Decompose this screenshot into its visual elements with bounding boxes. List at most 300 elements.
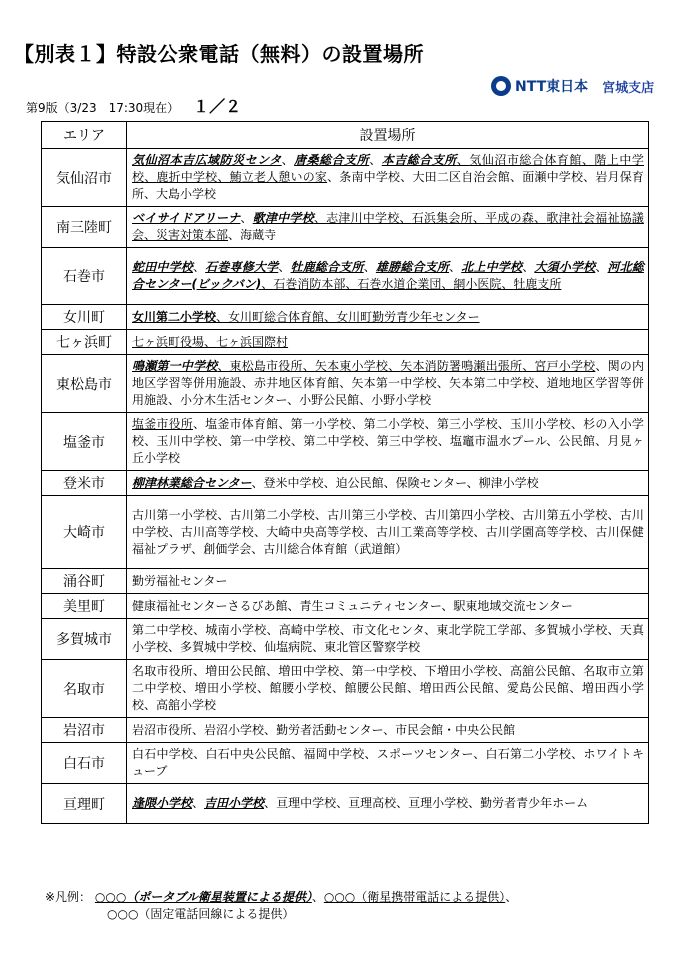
place-separator: 、 [509, 507, 523, 522]
place-separator: 、 [449, 260, 462, 274]
place-name: 古川第二小学校 [229, 507, 315, 522]
place-name: 面瀬中学校 [522, 170, 584, 184]
place-separator: 、 [364, 434, 377, 448]
place-separator: 、 [534, 211, 547, 225]
place-name: ベイサイドアリーナ [132, 211, 241, 225]
place-separator: 、 [607, 623, 620, 637]
place-separator: 、 [383, 475, 396, 490]
places-cell [127, 149, 649, 207]
legend-portable: ○○○（ポータブル衛星装置による提供） [94, 890, 312, 904]
places-cell [127, 413, 649, 471]
area-cell: 石巻市 [42, 248, 127, 305]
place-name: 市民会館・中央公民館 [395, 722, 516, 737]
legend-satellite: ○○○（衛星携帯電話による提供） [323, 890, 506, 904]
place-name: 小野小学校 [371, 393, 432, 407]
places-cell [127, 305, 649, 330]
place-separator: 、 [331, 681, 345, 695]
place-separator: 、 [291, 747, 304, 761]
place-name: 第三小学校 [436, 417, 498, 431]
place-separator: 、 [351, 417, 364, 431]
table-row [42, 619, 649, 660]
place-name: 月見ヶ丘小学校 [132, 434, 644, 465]
place-name: 古川第三小学校 [327, 507, 413, 522]
place-name: 白石中学校 [132, 747, 194, 761]
place-separator: 、 [424, 417, 437, 431]
legend [45, 889, 517, 923]
place-name: 大田二区自治会館 [412, 170, 510, 184]
place-name: 岩沼小学校 [204, 722, 265, 737]
place-name: 館腰小学校 [269, 681, 332, 695]
place-name: 気仙沼市総合体育館 [469, 153, 582, 167]
place-separator: 、 [216, 309, 229, 324]
places-cell [127, 743, 649, 784]
places-cell [127, 207, 649, 248]
place-separator: 、 [583, 170, 596, 184]
place-separator: 、 [193, 623, 206, 637]
place-separator: 、 [228, 228, 241, 242]
table-row [42, 207, 649, 248]
place-name: 石巻消防本部 [273, 277, 346, 291]
ntt-logo [491, 76, 654, 96]
place-separator: 、 [217, 359, 230, 373]
place-name: 高舘小学校 [156, 698, 217, 712]
place-name: 東松島市役所 [229, 359, 303, 373]
place-name: 矢本第二中学校 [449, 376, 535, 390]
place-separator: 、 [336, 796, 349, 810]
place-separator: 、 [251, 541, 264, 556]
place-separator: 、 [339, 664, 352, 678]
place-separator: 、 [192, 796, 205, 810]
place-separator: 、 [473, 524, 486, 539]
place-separator: 、 [569, 681, 582, 695]
place-name: ホワイトキューブ [132, 747, 644, 778]
place-name: 河北総合センター(ビックバン) [132, 260, 644, 291]
place-name: 道地地区学習等併用施設 [132, 376, 644, 407]
place-name: 岩月保育所 [132, 170, 644, 201]
ntt-logo-icon [491, 76, 511, 96]
place-separator: 、 [437, 434, 450, 448]
table-row [42, 413, 649, 471]
place-name: 館腰公民館 [344, 681, 407, 695]
place-separator: 、 [412, 507, 425, 522]
place-separator: 、 [261, 277, 274, 291]
place-separator: 、 [396, 796, 409, 810]
place-name: 古川総合体育館（武道館） [263, 541, 408, 556]
place-separator: 、 [144, 170, 157, 184]
place-name: 歌津中学校 [252, 211, 314, 225]
place-separator: 、 [468, 796, 481, 810]
place-separator: 、 [399, 211, 412, 225]
place-separator: 、 [327, 170, 340, 184]
table-header-row [42, 122, 649, 149]
table-row [42, 594, 649, 619]
table-row [42, 355, 649, 413]
place-name: 第三中学校 [376, 434, 438, 448]
place-separator: 、 [256, 681, 270, 695]
place-separator: 、 [204, 334, 217, 349]
place-name: 関の内地区学習等併用施設 [132, 359, 644, 390]
place-separator: 、 [217, 434, 230, 448]
place-separator: 、 [595, 434, 608, 448]
place-name: 勤労福祉センター [132, 573, 228, 588]
place-separator: 、 [494, 681, 507, 695]
place-name: 七ヶ浜国際村 [216, 334, 289, 349]
place-separator: 、 [359, 393, 372, 407]
place-name: 志津川中学校 [326, 211, 400, 225]
place-name: 矢本消防署鳴瀬出張所 [400, 359, 523, 373]
table-row [42, 496, 649, 569]
place-name: 愛島公民館 [506, 681, 570, 695]
place-separator: 、 [521, 623, 535, 637]
table-row [42, 743, 649, 784]
place-name: 増田公民館 [205, 664, 267, 678]
place-name: 亘理高校 [348, 796, 397, 810]
table-row [42, 784, 649, 824]
place-name: 矢本第一中学校 [351, 376, 437, 390]
area-cell: 涌谷町 [42, 569, 127, 594]
place-separator: 、 [441, 277, 454, 291]
place-name: 小野公民館 [299, 393, 360, 407]
place-separator: 、 [581, 153, 595, 167]
version-line [26, 94, 241, 117]
installation-table [41, 121, 649, 824]
legend-row-2 [45, 906, 517, 923]
area-column-header: エリア [42, 122, 127, 149]
places-cell [127, 619, 649, 660]
place-name: 古川学園高等学校 [485, 524, 584, 539]
place-separator: 、 [278, 260, 291, 274]
place-name: 名取市役所 [132, 664, 193, 678]
area-cell: 白石市 [42, 743, 127, 784]
area-cell: 女川町 [42, 305, 127, 330]
places-cell [127, 718, 649, 743]
place-name: 大島小学校 [156, 187, 217, 201]
place-name: 古川第四小学校 [424, 507, 510, 522]
place-name: 駅東地域交流センター [453, 598, 573, 613]
area-cell: 多賀城市 [42, 619, 127, 660]
place-name: 健康福祉センターさるびあ館 [132, 598, 288, 613]
place-name: 石巻専修大学 [205, 260, 279, 274]
place-name: 多賀城中学校 [180, 640, 253, 654]
place-separator: 、 [290, 434, 304, 448]
place-separator: 、 [287, 598, 300, 613]
place-separator: 、 [363, 260, 376, 274]
place-separator: 、 [466, 475, 479, 490]
place-name: 増田小学校 [194, 681, 257, 695]
place-name: 岩沼市役所 [132, 722, 193, 737]
place-separator: 、 [406, 681, 420, 695]
place-name: 古川第一小学校 [132, 507, 218, 522]
place-separator: 、 [595, 260, 608, 274]
place-separator: 、 [253, 524, 267, 539]
place-name: 牡鹿総合支所 [290, 260, 364, 274]
place-separator: 、 [313, 211, 327, 225]
place-name: 第二中学校 [303, 434, 365, 448]
place-name: 天真小学校 [132, 623, 644, 654]
places-cell [127, 569, 649, 594]
place-separator: 、 [181, 681, 195, 695]
place-name: 増田西公民館 [419, 681, 495, 695]
place-separator: 、 [191, 541, 204, 556]
place-name: 石巻水道企業団 [357, 277, 442, 291]
place-name: 古川第五小学校 [522, 507, 608, 522]
place-name: 牡鹿支所 [513, 277, 562, 291]
place-name: 第二小学校 [363, 417, 425, 431]
place-name: 登米中学校 [263, 475, 324, 490]
places-cell [127, 660, 649, 718]
place-separator: 、 [412, 664, 425, 678]
table-row [42, 305, 649, 330]
place-separator: 、 [252, 640, 265, 654]
place-separator: 、 [339, 623, 353, 637]
place-name: スポーツセンター [376, 747, 474, 761]
place-separator: 、 [192, 664, 206, 678]
place-name: 階上中学校 [132, 153, 644, 184]
place-separator: 、 [571, 747, 584, 761]
place-separator: 、 [192, 722, 205, 737]
place-separator: 、 [144, 698, 157, 712]
place-name: 福岡中学校 [303, 747, 365, 761]
place-name: 七ヶ浜町役場 [132, 334, 205, 349]
table-row [42, 718, 649, 743]
place-separator: 、 [472, 211, 486, 225]
place-separator: 、 [302, 359, 315, 373]
places-cell [127, 496, 649, 569]
place-separator: 、 [522, 260, 535, 274]
area-cell: 岩沼市 [42, 718, 127, 743]
place-separator: 、 [400, 170, 413, 184]
place-name: 増田中学校 [278, 664, 340, 678]
place-name: 市文化センタ [352, 623, 425, 637]
area-cell: 亘理町 [42, 784, 127, 824]
place-name: 多賀城小学校 [534, 623, 608, 637]
place-name: 大崎中央高等学校 [266, 524, 364, 539]
page-number: １／２ [193, 97, 242, 116]
place-name: 城南小学校 [205, 623, 267, 637]
place-separator: 、 [287, 393, 300, 407]
place-name: 保険センター [395, 475, 467, 490]
place-name: 勤労者青少年ホーム [480, 796, 589, 810]
page-title: 【別表１】特設公衆電話（無料）の設置場所 [14, 42, 424, 66]
place-name: 石浜集会所 [411, 211, 473, 225]
legend-row-1 [45, 889, 517, 906]
place-name: 本吉総合支所 [381, 153, 457, 167]
place-separator: 、 [497, 417, 510, 431]
place-name: 公民館 [558, 434, 596, 448]
place-name: 亘理小学校 [408, 796, 469, 810]
table-row [42, 660, 649, 718]
place-name: 塩釜市役所 [132, 417, 193, 431]
place-name: 勤労者活動センター [276, 722, 384, 737]
place-name: 気仙沼本吉広域防災センタ [132, 153, 282, 167]
place-name: 柳津小学校 [478, 475, 539, 490]
places-cell [127, 330, 649, 355]
version-text: 第9版（3/23 17:30現在） [26, 101, 180, 115]
place-separator: 、 [281, 153, 295, 167]
place-separator: 、 [388, 359, 401, 373]
places-column-header: 設置場所 [127, 122, 649, 149]
branch-name: 宮城支店 [602, 80, 655, 96]
places-cell [127, 355, 649, 413]
area-cell: 美里町 [42, 594, 127, 619]
place-name: 杉の入小学校 [132, 417, 644, 448]
place-separator: 、 [383, 722, 396, 737]
places-cell [127, 248, 649, 305]
place-name: 第一中学校 [229, 434, 291, 448]
place-separator: 、 [583, 524, 596, 539]
place-separator: 、 [323, 475, 336, 490]
place-name: 塩釜市体育館 [205, 417, 279, 431]
table-body [42, 149, 649, 824]
places-cell [127, 594, 649, 619]
place-name: 柳津林業総合センター [132, 475, 252, 490]
place-name: 災害対策本部 [156, 228, 229, 242]
place-separator: 、 [278, 417, 291, 431]
place-name: 増田西小学校 [132, 681, 644, 712]
place-separator: 、 [314, 507, 328, 522]
place-name: 雄勝総合支所 [375, 260, 450, 274]
place-separator: 、 [264, 722, 277, 737]
place-separator: 、 [607, 507, 620, 522]
place-name: 条南中学校 [339, 170, 401, 184]
place-separator: 、 [570, 417, 584, 431]
place-name: 大須小学校 [534, 260, 596, 274]
places-cell [127, 784, 649, 824]
area-cell: 南三陸町 [42, 207, 127, 248]
table-row [42, 330, 649, 355]
place-separator: 、 [192, 260, 206, 274]
place-separator: 、 [240, 211, 253, 225]
area-cell: 東松島市 [42, 355, 127, 413]
place-separator: 、 [546, 434, 559, 448]
place-separator: 、 [522, 359, 535, 373]
place-name: 高崎中学校 [278, 623, 340, 637]
place-name: 鮪立老人憩いの家 [229, 170, 328, 184]
place-separator: 、 [436, 376, 450, 390]
place-name: 第二中学校 [132, 623, 194, 637]
place-name: 歌津社会福祉協議会 [132, 211, 644, 242]
place-separator: 、 [266, 623, 279, 637]
place-name: 海蔵寺 [240, 228, 277, 242]
place-separator: 、 [144, 228, 157, 242]
table-row [42, 471, 649, 496]
place-name: 古川中学校 [132, 507, 644, 539]
place-separator: 、 [241, 376, 254, 390]
place-separator: 、 [312, 640, 325, 654]
place-separator: 、 [501, 277, 514, 291]
place-separator: 、 [217, 507, 230, 522]
place-separator: 、 [364, 747, 377, 761]
place-name: 網小医院 [453, 277, 502, 291]
place-name: 宮戸小学校 [534, 359, 596, 373]
place-separator: 、 [168, 524, 181, 539]
place-separator: 、 [168, 640, 181, 654]
legend-separator: 、 [311, 890, 324, 904]
area-cell: 七ヶ浜町 [42, 330, 127, 355]
place-name: 蛇田中学校 [132, 260, 193, 274]
area-cell: 登米市 [42, 471, 127, 496]
place-name: 下増田小学校 [424, 664, 498, 678]
place-name: 第一中学校 [351, 664, 413, 678]
place-separator: 、 [473, 747, 486, 761]
place-separator: 、 [363, 524, 376, 539]
place-name: 玉川中学校 [156, 434, 218, 448]
place-name: 鹿折中学校 [156, 170, 218, 184]
place-name: 東北学院工学部 [436, 623, 522, 637]
place-name: 迫公民館 [335, 475, 384, 490]
area-cell: 気仙沼市 [42, 149, 127, 207]
place-name: 唐桑総合支所 [294, 153, 370, 167]
place-name: 白石第二小学校 [485, 747, 572, 761]
place-separator: 、 [456, 153, 470, 167]
place-name: 女川町総合体育館 [228, 309, 325, 324]
place-separator: 、 [193, 747, 206, 761]
place-separator: 、 [324, 309, 337, 324]
place-separator: 、 [251, 475, 264, 490]
legend-separator: 、 [505, 890, 518, 904]
place-name: 仙塩病院 [264, 640, 313, 654]
place-separator: 、 [264, 796, 277, 810]
logo-text: NTT東日本 [515, 79, 589, 95]
place-name: 白石中央公民館 [205, 747, 292, 761]
place-name: 吉田小学校 [204, 796, 265, 810]
place-separator: 、 [266, 664, 279, 678]
place-name: 塩竈市温水プール [449, 434, 547, 448]
place-name: 第一小学校 [290, 417, 352, 431]
place-separator: 、 [570, 664, 584, 678]
place-name: 平成の森 [485, 211, 535, 225]
place-name: 創価学会 [203, 541, 252, 556]
place-separator: 、 [168, 393, 181, 407]
table-row [42, 149, 649, 207]
place-name: 東北管区警察学校 [324, 640, 421, 654]
place-separator: 、 [345, 277, 358, 291]
place-separator: 、 [369, 153, 382, 167]
place-name: 古川保健福祉プラザ [132, 524, 644, 556]
table-row [42, 569, 649, 594]
place-separator: 、 [424, 623, 437, 637]
place-name: 鳴瀬第一中学校 [132, 359, 218, 373]
places-cell [127, 471, 649, 496]
place-separator: 、 [144, 434, 157, 448]
area-cell: 名取市 [42, 660, 127, 718]
place-name: 亘理中学校 [276, 796, 337, 810]
place-separator: 、 [217, 170, 230, 184]
place-separator: 、 [339, 376, 352, 390]
place-separator: 、 [441, 598, 454, 613]
legend-fixed: ○○○（固定電話回線による提供） [107, 907, 295, 921]
place-separator: 、 [595, 359, 608, 373]
place-separator: 、 [534, 376, 547, 390]
place-separator: 、 [192, 417, 206, 431]
legend-prefix: ※凡例： [45, 890, 92, 904]
area-cell: 大崎市 [42, 496, 127, 569]
place-name: 小分木生活センター [180, 393, 288, 407]
place-name: 赤井地区体育館 [253, 376, 340, 390]
place-separator: 、 [509, 170, 523, 184]
table-row [42, 248, 649, 305]
place-name: 逢隈小学校 [132, 796, 193, 810]
place-separator: 、 [497, 664, 510, 678]
place-separator: 、 [144, 187, 157, 201]
place-name: 女川第二小学校 [132, 309, 217, 324]
place-name: 青生コミュニティセンター [299, 598, 442, 613]
place-name: 矢本東小学校 [314, 359, 389, 373]
area-cell: 塩釜市 [42, 413, 127, 471]
place-name: 名取市立第二中学校 [132, 664, 644, 695]
place-name: 高舘公民館 [509, 664, 571, 678]
place-name: 女川町勤労青少年センター [336, 309, 480, 324]
